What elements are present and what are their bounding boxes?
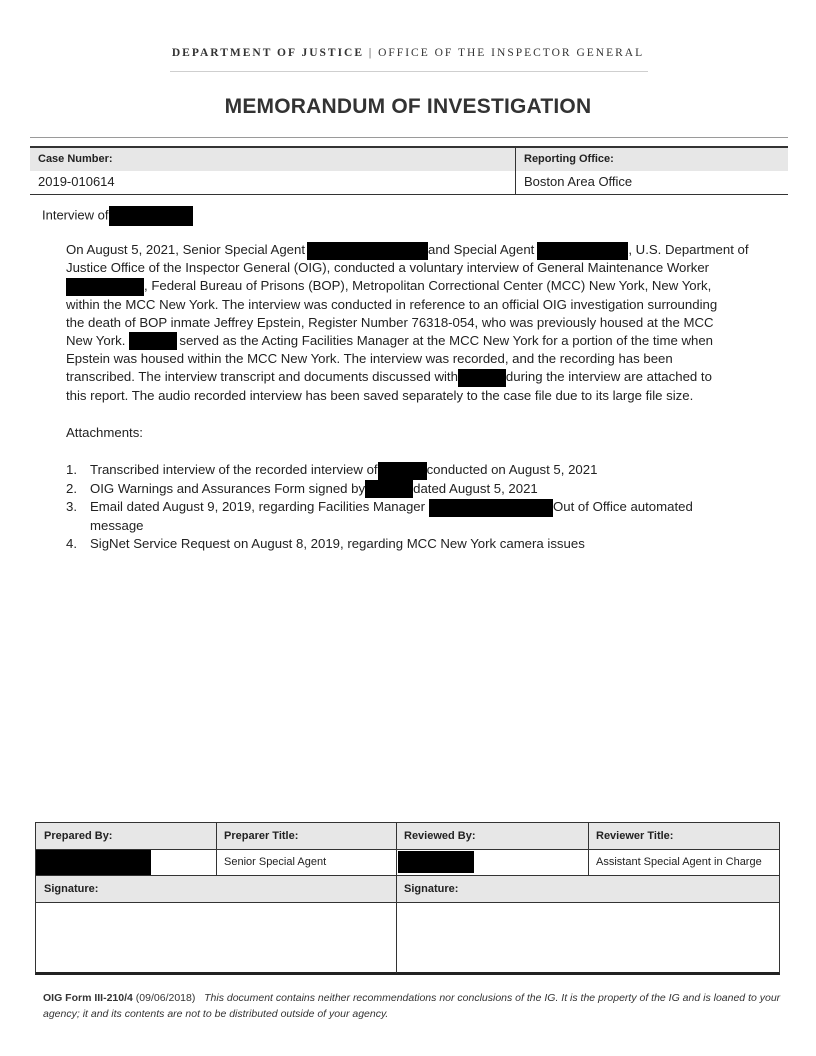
signature-label-left: Signature: [36,876,396,902]
list-text: SigNet Service Request on August 8, 2019, regarding MCC New York camera issues [90,535,585,551]
redaction [129,332,177,350]
redaction [537,242,628,260]
table-line [36,875,779,876]
body-text: Epstein was housed within the MCC New York. The interview was recorded, and the recording has been [66,351,673,367]
body-text: this report. The audio recorded interview has been saved separately to the case file due to its large file size. [66,387,694,403]
attachments-label: Attachments: [66,425,143,440]
case-number-label: Case Number: [30,148,515,171]
attachments-list [66,461,756,553]
table-line [396,823,397,973]
redaction [398,851,474,873]
list-number: 2. [66,480,77,496]
list-item [66,535,756,553]
list-number: 1. [66,462,77,477]
reviewed-by-label: Reviewed By: [396,823,588,849]
table-line [216,823,217,876]
table-line [588,823,589,876]
page-title: MEMORANDUM OF INVESTIGATION [224,95,592,118]
body-text: Justice Office of the Inspector General (OIG), conducted a voluntary interview of General Maintenance Worker [66,260,710,276]
list-text: Transcribed interview of the recorded interview of [90,462,378,477]
interview-label: Interview of [42,207,109,223]
body-text: the death of BOP inmate Jeffrey Epstein, Register Number 76318-054, who was previously housed at the MCC [66,314,714,330]
list-text: message [90,517,144,533]
list-number: 4. [66,535,77,551]
redaction [378,462,427,480]
reporting-office-label: Reporting Office: [516,148,788,171]
header-office: OFFICE OF THE INSPECTOR GENERAL [378,47,645,59]
signature-label-right: Signature: [396,876,779,902]
preparer-title-value: Senior Special Agent [224,856,327,868]
body-text: within the MCC New York. The interview was conducted in reference to an official OIG investigation surrounding [66,296,718,312]
interview-of [42,206,193,226]
prepared-by-value [36,849,216,875]
header-separator: | [364,47,379,59]
reviewed-by-value [396,849,588,875]
body-text: served as the Acting Facilities Manager at the MCC New York for a portion of the time when [179,332,713,348]
list-text: Email dated August 9, 2019, regarding Facilities Manager [90,499,426,515]
list-item [66,480,756,499]
table-line [36,902,779,903]
signature-table [35,822,780,975]
list-text: dated August 5, 2021 [413,480,538,496]
redaction [365,480,413,498]
redaction [66,278,144,296]
body-text: transcribed. The interview transcript and documents discussed with [66,369,458,385]
prepared-by-label: Prepared By: [36,823,216,849]
body-text: , U.S. Department of [628,242,749,257]
body-text: , Federal Bureau of Prisons (BOP), Metropolitan Correctional Center (MCC) New York, New York, [144,278,712,294]
footer [43,991,783,1022]
body-paragraph [66,241,768,405]
list-text: OIG Warnings and Assurances Form signed by [90,480,366,496]
redaction [307,242,428,260]
redaction [109,206,193,226]
list-item [66,461,756,480]
form-date: (09/06/2018) [132,992,196,1004]
form-number: OIG Form III-210/4 [43,992,133,1004]
case-table [30,146,788,195]
body-text: On August 5, 2021, Senior Special Agent [66,242,306,257]
preparer-title-label: Preparer Title: [216,823,396,849]
reviewer-title-value: Assistant Special Agent in Charge [596,856,762,868]
header-rule [170,71,648,72]
case-number-value: 2019-010614 [38,174,115,189]
list-text: Out of Office automated [553,499,693,515]
reporting-office-value: Boston Area Office [524,174,633,189]
list-number: 3. [66,499,77,515]
column-divider [515,148,516,194]
body-text: during the interview are attached to [505,369,712,385]
table-line [36,849,779,850]
header-dept: DEPARTMENT OF JUSTICE [171,47,365,59]
redaction [429,499,553,517]
redaction [36,849,151,876]
list-text: conducted on August 5, 2021 [426,462,598,477]
header-agency [0,47,816,59]
body-text: New York. [66,332,126,348]
redaction [458,369,506,387]
divider [30,137,788,138]
list-item [66,498,756,535]
body-text: and Special Agent [428,242,535,257]
footer-notice: This document contains neither recommendations nor conclusions of the IG. It is the property of the IG and is loaned to your agency; it and its contents are not to be distributed outside of your agency. [43,992,781,1020]
reviewer-title-label: Reviewer Title: [588,823,779,849]
